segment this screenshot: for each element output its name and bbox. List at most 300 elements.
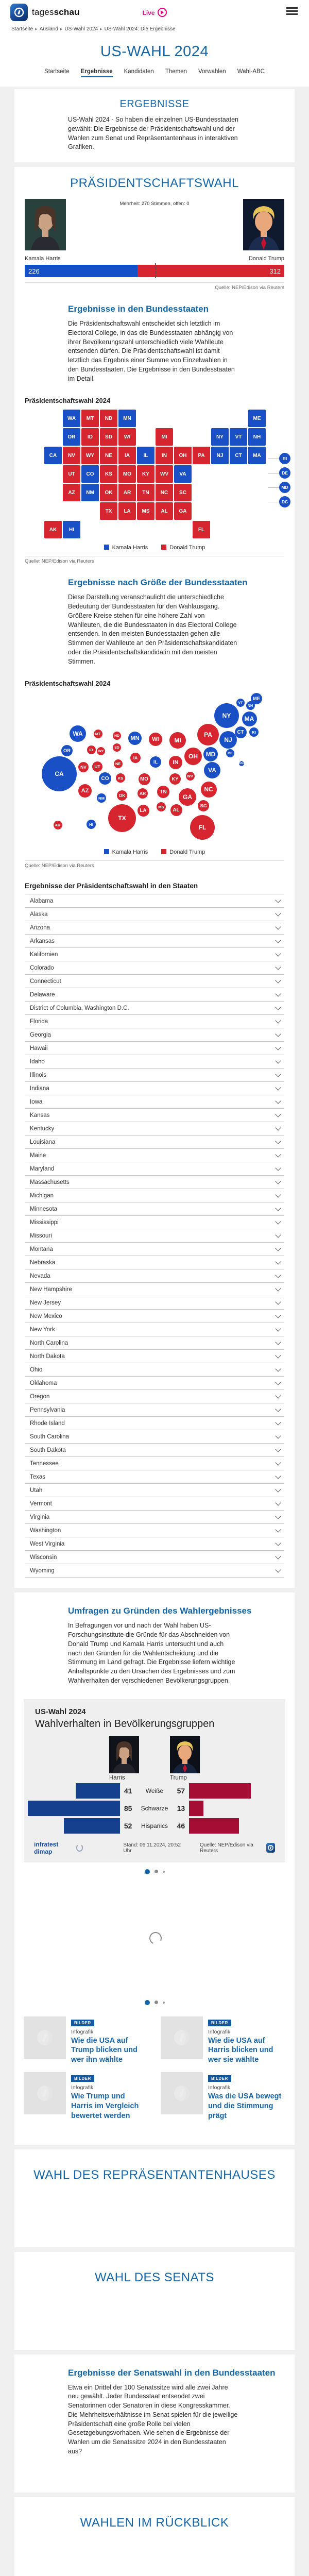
state-accordion-row[interactable] (25, 907, 284, 921)
chevron-down-icon (275, 1513, 281, 1519)
state-bubble-ID[interactable]: ID (87, 745, 96, 754)
state-accordion-row[interactable] (25, 1068, 284, 1081)
state-accordion-row[interactable] (25, 1055, 284, 1068)
dot[interactable] (163, 2002, 165, 2004)
dot[interactable] (154, 1870, 158, 1873)
trump-value: 57 (177, 1786, 185, 1795)
state-accordion-row[interactable] (25, 988, 284, 1001)
dot[interactable] (163, 1871, 165, 1873)
carousel-dots[interactable] (14, 2000, 295, 2005)
state-bubble-MI[interactable]: MI (169, 732, 186, 749)
state-accordion-row[interactable] (25, 1175, 284, 1189)
chevron-down-icon (275, 1111, 281, 1117)
brand-name[interactable]: tagesschau (32, 7, 80, 17)
state-tile-AZ[interactable]: AZ (63, 484, 80, 501)
state-accordion-row[interactable] (25, 1095, 284, 1108)
state-bubble-OH[interactable]: OH (184, 748, 202, 765)
state-row-label: New Hampshire (30, 1286, 72, 1293)
state-tile-ND[interactable]: ND (100, 410, 117, 427)
state-bubble-WA[interactable]: WA (70, 725, 86, 742)
state-circle-MD[interactable]: MD (279, 482, 290, 493)
state-row-label: Oregon (30, 1393, 50, 1400)
state-accordion-row[interactable] (25, 1282, 284, 1296)
breadcrumb[interactable] (0, 24, 309, 36)
chevron-down-icon (275, 1004, 281, 1010)
state-tile-NJ[interactable]: NJ (211, 447, 229, 464)
state-bubble-SC[interactable]: SC (198, 800, 209, 811)
teaser-thumbnail (161, 2016, 203, 2059)
chevron-down-icon (275, 910, 281, 916)
state-row-label: Virginia (30, 1514, 50, 1520)
state-accordion-row[interactable] (25, 1389, 284, 1403)
state-bubble-PA[interactable]: PA (197, 724, 219, 745)
state-circle-DC[interactable]: DC (279, 496, 290, 507)
senatswahl-text: Etwa ein Drittel der 100 Senatssitze wird alle zwei Jahre neu gewählt. Jeder Bundesstaat entsendet zwei Senatorinnen oder Senatoren in diese Kongresskammer. Die Mehrheitsverhältnisse im Senat spielen für die jeweilige Präsidentschaft eine große Rolle bei vielen Gesetzgebungsvorhaben. Wie sehen die Ergebnisse der Wahlen um die Senatssitze 2024 in den Bundesstaaten aus? (68, 2383, 238, 2455)
state-tile-SD[interactable]: SD (100, 428, 117, 446)
state-tile-NV[interactable]: NV (63, 447, 80, 464)
teaser-item[interactable] (24, 2016, 148, 2065)
chart-row-Weiße (24, 1783, 285, 1799)
trump-bar (189, 1801, 203, 1816)
ergebnisse-card (14, 89, 295, 162)
masthead (0, 36, 309, 87)
category-label: Hispanics (141, 1822, 168, 1829)
state-tile-NY[interactable]: NY (211, 428, 229, 446)
state-row-label: New Jersey (30, 1299, 61, 1306)
sec2-text: Diese Darstellung veranschaulicht die unterschiedliche Bedeutung der Bundesstaaten für den Wahlausgang. Größere Kreise stehen für eine höhere Zahl von Wahlleuten, die die Bundesstaaten in das Electoral College entsenden. In den meisten Bundesstaaten gehen alle Stimmen der Wahlleute an den Präsidentschaftskandidaten oder die Präsidentschaftskandidatin mit den meisten Stimmen. (68, 594, 237, 665)
state-bubble-IN[interactable]: IN (169, 756, 182, 769)
state-bubble-NV[interactable]: NV (78, 762, 89, 772)
teaser-title[interactable]: Was die USA bewegt und die Stimmung prägt (208, 2092, 282, 2120)
map1-label: Präsidentschaftswahl 2024 (25, 397, 111, 405)
state-row-label: Colorado (30, 964, 54, 971)
trump-photo (243, 199, 284, 250)
state-tile-IA[interactable]: IA (118, 447, 136, 464)
chevron-down-icon (275, 1044, 281, 1050)
state-tile-NM[interactable]: NM (81, 484, 99, 501)
state-tile-ME[interactable]: ME (248, 410, 266, 427)
teaser-item[interactable] (161, 2072, 285, 2121)
harris-bar (64, 1818, 120, 1834)
chevron-down-icon (275, 1259, 281, 1264)
teaser-title[interactable]: Wie die USA auf Trump blicken und wer ihn wählte (71, 2036, 138, 2064)
bilder-badge: BILDER (71, 2020, 94, 2026)
state-tile-ID[interactable]: ID (81, 428, 99, 446)
state-tile-IN[interactable]: IN (156, 447, 173, 464)
chevron-down-icon (275, 1473, 281, 1479)
state-bubble-WY[interactable]: WY (97, 747, 105, 755)
state-tile-CO[interactable]: CO (81, 465, 99, 483)
state-accordion-row[interactable] (25, 974, 284, 988)
harris-photo (25, 199, 66, 250)
state-row-label: Illinois (30, 1072, 46, 1078)
state-bubble-MA[interactable]: MA (242, 711, 257, 726)
state-accordion-row[interactable] (25, 1148, 284, 1162)
chevron-down-icon (275, 1379, 281, 1385)
teaser-thumbnail (24, 2016, 66, 2059)
tab-vorwahlen[interactable]: Vorwahlen (198, 69, 226, 75)
breadcrumb-item[interactable]: Ausland (39, 26, 58, 32)
map2-legend (14, 849, 295, 855)
state-accordion-row[interactable] (25, 1135, 284, 1148)
state-accordion-row[interactable] (25, 1215, 284, 1229)
state-accordion-row[interactable] (25, 1189, 284, 1202)
state-bubble-AR[interactable]: AR (138, 788, 148, 799)
state-row-label: Louisiana (30, 1139, 56, 1145)
state-bubble-ME[interactable]: ME (251, 693, 262, 704)
state-accordion-row[interactable] (25, 1323, 284, 1336)
legend-item: Kamala Harris (104, 545, 148, 551)
state-row-label: New York (30, 1326, 55, 1333)
state-accordion-row[interactable] (25, 1122, 284, 1135)
harris-chart-photo (109, 1736, 139, 1773)
link-ergebnisse-groesse[interactable]: Ergebnisse nach Größe der Bundesstaaten (68, 578, 248, 588)
state-bubble-NH[interactable]: NH (246, 701, 255, 710)
link-ergebnisse-bundesstaaten[interactable]: Ergebnisse in den Bundesstaaten (68, 304, 209, 314)
senatswahl-ergebnisse-card (14, 2354, 295, 2493)
chart-source: Quelle: NEP/Edison via Reuters (199, 1842, 253, 1854)
state-bubble-CT[interactable]: CT (235, 726, 247, 738)
link-senatswahl[interactable]: Ergebnisse der Senatswahl in den Bundesstaaten (68, 2367, 276, 2378)
state-accordion-row[interactable] (25, 1202, 284, 1215)
state-row-label: Massachusetts (30, 1179, 70, 1185)
state-tile-MI[interactable]: MI (156, 428, 173, 446)
chevron-down-icon (275, 897, 281, 903)
chevron-down-icon (275, 1151, 281, 1157)
state-bubble-LA[interactable]: LA (138, 805, 149, 817)
state-accordion-row[interactable] (25, 1537, 284, 1550)
tab-ergebnisse[interactable]: Ergebnisse (81, 69, 113, 77)
rueckblick-card (14, 2497, 295, 2576)
chevron-down-icon (275, 1553, 281, 1559)
state-accordion-row[interactable] (25, 961, 284, 974)
state-accordion-row[interactable] (25, 1564, 284, 1578)
state-row-label: Nevada (30, 1273, 50, 1279)
teaser-item[interactable] (161, 2016, 285, 2065)
state-tile-SC[interactable]: SC (174, 484, 192, 501)
state-bubble-CA[interactable]: CA (42, 756, 77, 791)
state-accordion-row[interactable] (25, 1001, 284, 1014)
teaser-title[interactable]: Wie Trump und Harris im Vergleich bewertet werden (71, 2092, 139, 2120)
state-tile-MA[interactable]: MA (248, 447, 266, 464)
state-accordion-row[interactable] (25, 1041, 284, 1055)
state-tile-OR[interactable]: OR (63, 428, 80, 446)
breadcrumb-item[interactable]: Startseite (11, 26, 33, 32)
state-accordion-row[interactable] (25, 1108, 284, 1122)
state-row-label: Maryland (30, 1165, 55, 1172)
state-accordion-row[interactable] (25, 1349, 284, 1363)
state-accordion-row[interactable] (25, 1296, 284, 1309)
state-bubble-CO[interactable]: CO (99, 772, 111, 785)
state-tile-HI[interactable]: HI (63, 521, 80, 538)
chevron-down-icon (275, 1299, 281, 1304)
state-bubble-IL[interactable]: IL (150, 756, 161, 768)
state-accordion-row[interactable] (25, 1376, 284, 1389)
bilder-badge: BILDER (208, 2020, 231, 2026)
state-tile-MS[interactable]: MS (137, 502, 154, 520)
dot-active[interactable] (145, 2000, 150, 2005)
state-accordion-row[interactable] (25, 1523, 284, 1537)
state-tile-VT[interactable]: VT (230, 428, 247, 446)
bilder-badge: BILDER (208, 2075, 231, 2082)
trump-bar (189, 1783, 251, 1799)
state-bubble-NM[interactable]: NM (97, 793, 106, 803)
state-accordion-row[interactable] (25, 1363, 284, 1376)
state-bubble-MO[interactable]: MO (139, 773, 150, 785)
state-bubble-VA[interactable]: VA (204, 762, 220, 778)
state-bubble-RI[interactable]: RI (249, 727, 259, 737)
state-accordion-row[interactable] (25, 894, 284, 907)
state-accordion-row[interactable] (25, 947, 284, 961)
dot-active[interactable] (145, 1869, 150, 1874)
state-tile-UT[interactable]: UT (63, 465, 80, 483)
state-accordion-row[interactable] (25, 1014, 284, 1028)
link-umfragen[interactable]: Umfragen zu Gründen des Wahlergebnisses (68, 1606, 252, 1616)
state-bubble-HI[interactable]: HI (87, 820, 96, 829)
state-bubble-AK[interactable]: AK (54, 821, 62, 829)
chevron-down-icon (275, 1272, 281, 1278)
state-accordion-row[interactable] (25, 1269, 284, 1282)
state-bubble-NE[interactable]: NE (114, 759, 123, 768)
state-tile-NC[interactable]: NC (156, 484, 173, 501)
state-accordion-row[interactable] (25, 1403, 284, 1416)
state-bubble-NJ[interactable]: NJ (219, 731, 237, 749)
legend-swatch (161, 849, 166, 854)
state-tile-MT[interactable]: MT (81, 410, 99, 427)
tab-kandidaten[interactable]: Kandidaten (124, 69, 154, 75)
state-accordion-row[interactable] (25, 1416, 284, 1430)
state-tile-AR[interactable]: AR (118, 484, 136, 501)
state-accordion-row[interactable] (25, 1483, 284, 1497)
infratest-dimap-logo: infratest dimap (34, 1841, 83, 1855)
state-tile-LA[interactable]: LA (118, 502, 136, 520)
state-tile-TN[interactable]: TN (137, 484, 154, 501)
chart-harris-label: Harris (109, 1774, 125, 1781)
state-row-label: Alabama (30, 897, 54, 904)
state-accordion-row[interactable] (25, 1550, 284, 1564)
map1-legend (14, 545, 295, 551)
state-accordion-row[interactable] (25, 1028, 284, 1041)
state-accordion-row[interactable] (25, 1229, 284, 1242)
state-tile-WI[interactable]: WI (118, 428, 136, 446)
state-circle-DE[interactable]: DE (279, 467, 290, 479)
state-bubble-IA[interactable]: IA (130, 753, 141, 763)
state-tile-VA[interactable]: VA (174, 465, 192, 483)
state-bubble-NY[interactable]: NY (214, 703, 239, 728)
state-bubble-WI[interactable]: WI (149, 733, 162, 746)
states-accordion (25, 894, 284, 1578)
state-accordion-row[interactable] (25, 1309, 284, 1323)
state-tile-WA[interactable]: WA (63, 410, 80, 427)
chevron-down-icon (275, 1352, 281, 1358)
state-tile-WY[interactable]: WY (81, 447, 99, 464)
candidates-block (25, 199, 284, 255)
state-row-label: Kansas (30, 1112, 50, 1118)
state-bubble-OR[interactable]: OR (61, 745, 73, 756)
state-row-label: Kentucky (30, 1125, 55, 1132)
state-row-label: Texas (30, 1473, 46, 1480)
state-row-label: Idaho (30, 1058, 45, 1065)
state-accordion-row[interactable] (25, 921, 284, 934)
repraesentantenhaus-card (14, 2149, 295, 2247)
state-tile-AK[interactable]: AK (44, 521, 62, 538)
section-title-senat: WAHL DES SENATS (95, 2270, 214, 2284)
chevron-down-icon (275, 1031, 281, 1037)
us-bubble-cartogram[interactable] (14, 690, 295, 845)
teaser-item[interactable] (24, 2072, 148, 2121)
state-accordion-row[interactable] (25, 1336, 284, 1349)
section-title-ergebnisse: ERGEBNISSE (119, 98, 190, 110)
teaser-kicker: Infografik (71, 2028, 94, 2035)
state-row-label: Hawaii (30, 1045, 48, 1052)
legend-swatch (104, 545, 109, 550)
menu-icon[interactable] (286, 7, 298, 15)
state-bubble-FL[interactable]: FL (190, 815, 215, 840)
state-tile-NE[interactable]: NE (100, 447, 117, 464)
us-winner-map[interactable] (14, 408, 295, 540)
chevron-down-icon (275, 1218, 281, 1224)
state-bubble-UT[interactable]: UT (92, 761, 102, 772)
state-tile-FL[interactable]: FL (193, 521, 210, 538)
chevron-down-icon (275, 1500, 281, 1505)
state-bubble-MD[interactable]: MD (203, 747, 218, 761)
state-accordion-row[interactable] (25, 1242, 284, 1256)
state-bubble-AL[interactable]: AL (170, 804, 182, 816)
category-label: Weiße (145, 1787, 164, 1794)
state-bubble-TX[interactable]: TX (108, 804, 136, 832)
teaser-kicker: Infografik (208, 2084, 231, 2091)
state-tile-NH[interactable]: NH (248, 428, 266, 446)
state-bubble-GA[interactable]: GA (179, 788, 196, 806)
state-tile-OH[interactable]: OH (174, 447, 192, 464)
umfragen-card (14, 1592, 295, 2144)
state-accordion-row[interactable] (25, 1456, 284, 1470)
state-circle-RI[interactable]: RI (279, 453, 290, 464)
state-row-label: Nebraska (30, 1259, 56, 1266)
state-tile-AL[interactable]: AL (156, 502, 173, 520)
play-icon (158, 8, 167, 17)
state-bubble-SD[interactable]: SD (113, 743, 121, 752)
chevron-down-icon (275, 1285, 281, 1291)
state-accordion-row[interactable] (25, 1430, 284, 1443)
state-accordion-row[interactable] (25, 1510, 284, 1523)
source-note: Quelle: NEP/Edison via Reuters (25, 863, 94, 869)
tagesschau-logo-icon[interactable] (10, 4, 28, 21)
state-accordion-row[interactable] (25, 934, 284, 947)
state-tile-IL[interactable]: IL (137, 447, 154, 464)
state-bubble-ND[interactable]: ND (113, 732, 121, 740)
state-tile-PA[interactable]: PA (193, 447, 210, 464)
source-note: Quelle: NEP/Edison via Reuters (25, 558, 94, 565)
tab-themen[interactable]: Themen (165, 69, 187, 75)
state-accordion-row[interactable] (25, 1162, 284, 1175)
state-tile-TX[interactable]: TX (100, 502, 117, 520)
chart-title: US-Wahl 2024 (35, 1707, 86, 1716)
trump-bar (189, 1818, 239, 1834)
state-row-label: Maine (30, 1152, 46, 1159)
section-title-rueckblick: WAHLEN IM RÜCKBLICK (80, 2515, 229, 2530)
state-accordion-row[interactable] (25, 1497, 284, 1510)
state-row-label: Tennessee (30, 1460, 59, 1467)
state-row-label: Kalifornien (30, 951, 58, 958)
state-accordion-row[interactable] (25, 1470, 284, 1483)
chevron-down-icon (275, 991, 281, 996)
chevron-down-icon (275, 1058, 281, 1063)
state-row-label: South Dakota (30, 1447, 66, 1453)
ergebnisse-text: US-Wahl 2024 - So haben die einzelnen US-Bundesstaaten gewählt: Die Ergebnisse der Präsidentschaftswahl und der Wahlen zum Senat und Repräsentantenhaus in interaktiven Grafiken. (68, 116, 238, 151)
teaser-grid (24, 2016, 285, 2121)
state-bubble-AZ[interactable]: AZ (78, 784, 92, 798)
chevron-down-icon (275, 1406, 281, 1412)
state-row-label: District of Columbia, Washington D.C. (30, 1005, 129, 1011)
source-note: Quelle: NEP/Edison via Reuters (215, 285, 284, 291)
carousel-dots[interactable] (14, 1869, 295, 1874)
state-tile-KS[interactable]: KS (100, 465, 117, 483)
state-tile-GA[interactable]: GA (174, 502, 192, 520)
harris-bar (28, 1801, 120, 1816)
state-bubble-VT[interactable]: VT (236, 699, 245, 707)
state-tile-CA[interactable]: CA (44, 447, 62, 464)
state-bubble-DC[interactable]: DC (239, 762, 244, 766)
chevron-down-icon (275, 924, 281, 929)
state-bubble-TN[interactable]: TN (157, 786, 169, 798)
breadcrumb-item[interactable]: US-Wahl 2024: Die Ergebnisse (104, 26, 176, 32)
teaser-thumbnail (24, 2072, 66, 2114)
state-bubble-KY[interactable]: KY (169, 773, 181, 785)
state-tile-MN[interactable]: MN (118, 410, 136, 427)
tab-startseite[interactable]: Startseite (44, 69, 70, 75)
tab-wahl-abc[interactable]: Wahl-ABC (237, 69, 265, 75)
legend-item: Kamala Harris (104, 849, 148, 855)
breadcrumb-separator: ▸ (100, 26, 102, 31)
infratest-chart (24, 1699, 285, 1862)
state-accordion-row[interactable] (25, 1256, 284, 1269)
live-button[interactable]: Live (0, 8, 309, 17)
umfragen-text: In Befragungen vor und nach der Wahl haben US-Forschungsinstitute die Gründe für das Abschneiden von Donald Trump und Kamala Harris untersucht und auch nach den Gründen für die Wahlentscheidung und die Stimmung im Land gefragt. Die Ergebnisse liefern wichtige Anhaltspunkte zu den Ursachen des Ergebnisses und zum Wahlverhalten der verschiedenen Bevölkerungsgruppen. (68, 1622, 235, 1684)
state-accordion-row[interactable] (25, 1081, 284, 1095)
state-accordion-row[interactable] (25, 1443, 284, 1456)
state-row-label: Alaska (30, 911, 48, 918)
state-row-label: Indiana (30, 1085, 49, 1092)
state-tile-MO[interactable]: MO (118, 465, 136, 483)
state-bubble-NC[interactable]: NC (201, 782, 217, 798)
state-bubble-MN[interactable]: MN (128, 732, 142, 745)
chevron-down-icon (275, 1192, 281, 1197)
state-tile-WV[interactable]: WV (156, 465, 173, 483)
state-bubble-KS[interactable]: KS (116, 773, 125, 783)
chevron-down-icon (275, 1098, 281, 1104)
state-bubble-MS[interactable]: MS (157, 802, 166, 811)
breadcrumb-item[interactable]: US-Wahl 2024 (64, 26, 98, 32)
state-bubble-MT[interactable]: MT (94, 730, 102, 738)
chevron-down-icon (275, 1366, 281, 1371)
chevron-down-icon (275, 1125, 281, 1130)
state-tile-OK[interactable]: OK (100, 484, 117, 501)
praesidentschaftswahl-card (14, 167, 295, 1588)
state-bubble-OK[interactable]: OK (117, 790, 127, 801)
majority-label: Mehrheit: 270 Stimmen, offen: 0 (119, 201, 190, 207)
dot[interactable] (154, 2001, 158, 2004)
state-tile-KY[interactable]: KY (137, 465, 154, 483)
chevron-down-icon (275, 1084, 281, 1090)
chevron-down-icon (275, 1165, 281, 1171)
trump-name: Donald Trump (248, 256, 284, 262)
state-bubble-DE[interactable]: DE (226, 749, 234, 757)
state-bubble-WV[interactable]: WV (186, 772, 195, 781)
section-title-praesidentschaftswahl: PRÄSIDENTSCHAFTSWAHL (70, 176, 239, 190)
teaser-title[interactable]: Wie die USA auf Harris blicken und wer sie wählte (208, 2036, 273, 2064)
state-tile-CT[interactable]: CT (230, 447, 247, 464)
